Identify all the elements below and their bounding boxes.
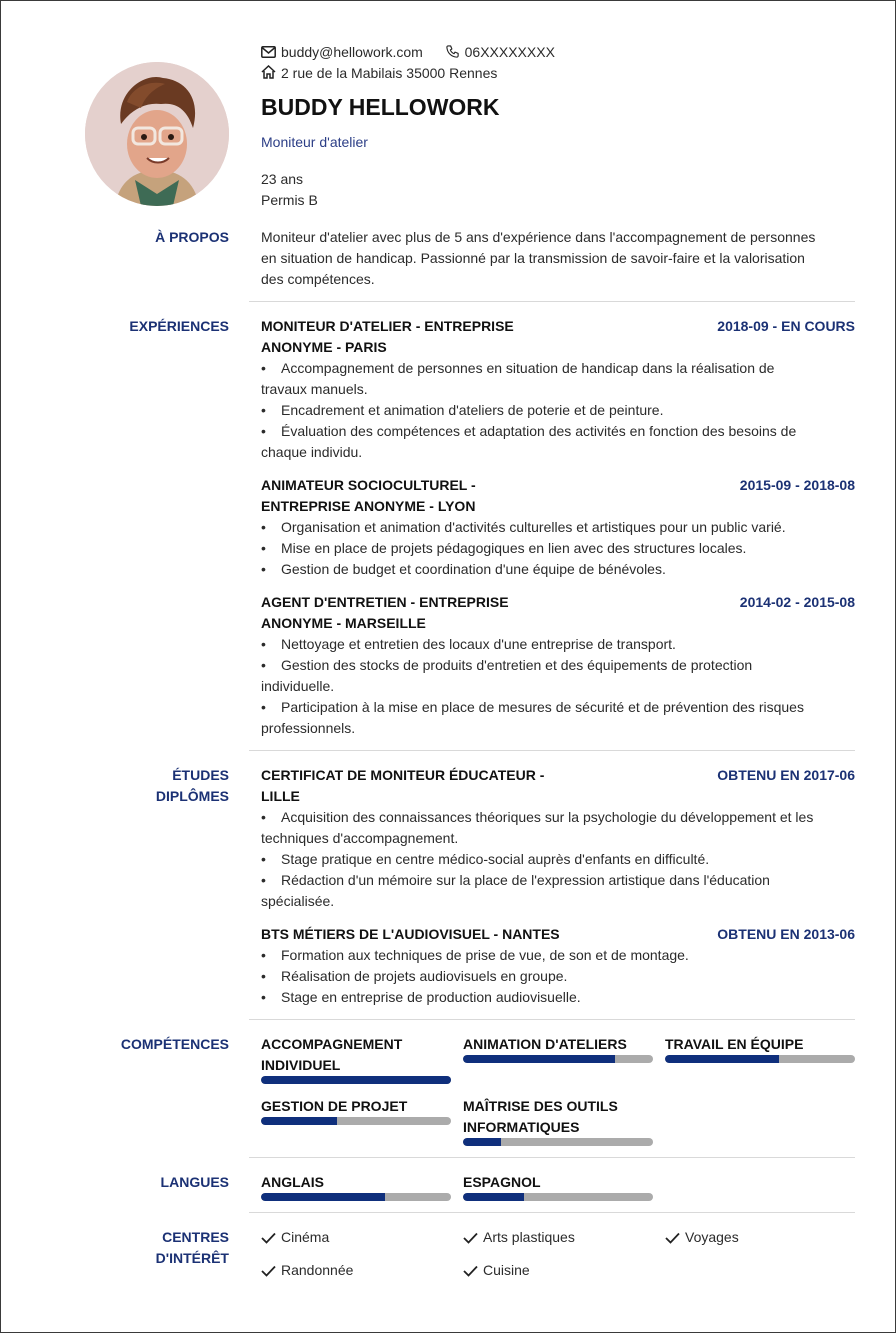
education-date: OBTENU EN 2013-06 — [717, 926, 855, 942]
bullet-item: • Évaluation des compétences et adaptation des activités en fonction des besoins de chaque individu. — [261, 423, 797, 460]
section-label-about: À PROPOS — [155, 229, 229, 245]
experience-title: ANONYME - MARSEILLE — [261, 615, 426, 631]
education-title: BTS MÉTIERS DE L'AUDIOVISUEL - NANTES — [261, 926, 560, 942]
language-level-bar — [261, 1193, 451, 1201]
bullet-item: • Stage pratique en centre médico-social auprès d'enfants en difficulté. — [261, 851, 710, 867]
job-title: Moniteur d'atelier — [261, 134, 368, 150]
check-icon — [665, 1227, 685, 1248]
bullet-item: • Organisation et animation d'activités culturelles et artistiques pour un public varié. — [261, 519, 786, 535]
skill-item: ACCOMPAGNEMENT INDIVIDUEL — [261, 1034, 451, 1084]
about-line: Moniteur d'atelier avec plus de 5 ans d'expérience dans l'accompagnement de personnes — [261, 229, 816, 245]
experience-item — [261, 592, 855, 739]
interest-item: Arts plastiques — [463, 1227, 575, 1248]
experience-date: 2014-02 - 2015-08 — [739, 594, 855, 610]
phone-icon — [445, 42, 465, 63]
envelope-icon — [261, 42, 281, 63]
check-icon — [261, 1227, 281, 1248]
section-label-interests: CENTRES D'INTÉRÊT — [155, 1229, 229, 1266]
driving-license: Permis B — [261, 192, 318, 208]
interest-item: Randonnée — [261, 1260, 353, 1281]
interest-item: Cuisine — [463, 1260, 530, 1281]
age: 23 ans — [261, 171, 304, 187]
about-line: en situation de handicap. Passionné par la transmission de savoir-faire et la valorisation — [261, 250, 805, 266]
about-text — [261, 227, 855, 290]
bullet-item: • Mise en place de projets pédagogiques en lien avec des structures locales. — [261, 540, 747, 556]
divider — [249, 301, 855, 302]
experience-title: MONITEUR D'ATELIER - ENTREPRISE — [261, 318, 514, 334]
experience-title: ENTREPRISE ANONYME - LYON — [261, 498, 476, 514]
divider — [249, 1157, 855, 1158]
language-item: ANGLAIS — [261, 1172, 451, 1201]
experience-item — [261, 316, 855, 463]
divider — [249, 750, 855, 751]
skill-level-bar — [463, 1138, 653, 1146]
language-item: ESPAGNOL — [463, 1172, 653, 1201]
skill-item: GESTION DE PROJET — [261, 1096, 451, 1125]
experience-title: ANONYME - PARIS — [261, 339, 387, 355]
bullet-item: • Stage en entreprise de production audiovisuelle. — [261, 989, 581, 1005]
phone-number[interactable]: 06XXXXXXXX — [464, 44, 555, 60]
bullet-item: • Gestion de budget et coordination d'une équipe de bénévoles. — [261, 561, 666, 577]
divider — [249, 1019, 855, 1020]
experience-date: 2018-09 - EN COURS — [717, 318, 855, 334]
skill-level-bar — [665, 1055, 855, 1063]
skill-level-bar — [463, 1055, 653, 1063]
section-label-experiences: EXPÉRIENCES — [129, 318, 229, 334]
education-title: CERTIFICAT DE MONITEUR ÉDUCATEUR - — [261, 767, 545, 783]
education-item — [261, 765, 855, 912]
skill-level-bar — [261, 1076, 451, 1084]
candidate-name: BUDDY HELLOWORK — [261, 94, 500, 120]
about-line: des compétences. — [261, 271, 375, 287]
bullet-item: • Formation aux techniques de prise de vue, de son et de montage. — [261, 947, 689, 963]
email-link[interactable]: buddy@hellowork.com — [281, 44, 423, 60]
divider — [249, 1212, 855, 1213]
bullet-item: • Acquisition des connaissances théoriques sur la psychologie du développement et les techniques d'accompagnement. — [261, 809, 814, 846]
interest-item: Voyages — [665, 1227, 739, 1248]
education-title: LILLE — [261, 788, 300, 804]
section-label-skills: COMPÉTENCES — [120, 1036, 229, 1052]
bullet-item: • Gestion des stocks de produits d'entretien et des équipements de protection individuelle. — [261, 657, 753, 694]
contact-line — [261, 42, 555, 63]
skill-item: TRAVAIL EN ÉQUIPE — [665, 1034, 855, 1063]
experience-date: 2015-09 - 2018-08 — [739, 477, 855, 493]
experience-title: AGENT D'ENTRETIEN - ENTREPRISE — [261, 594, 509, 610]
bullet-item: • Participation à la mise en place de mesures de sécurité et de prévention des risques professionnels. — [261, 699, 804, 736]
check-icon — [463, 1227, 483, 1248]
skill-level-bar — [261, 1117, 451, 1125]
avatar — [85, 62, 229, 206]
experience-title: ANIMATEUR SOCIOCULTUREL - — [261, 477, 476, 493]
bullet-item: • Réalisation de projets audiovisuels en groupe. — [261, 968, 568, 984]
bullet-item: • Accompagnement de personnes en situation de handicap dans la réalisation de travaux manuels. — [261, 360, 775, 397]
check-icon — [463, 1260, 483, 1281]
bullet-item: • Encadrement et animation d'ateliers de poterie et de peinture. — [261, 402, 664, 418]
language-level-bar — [463, 1193, 653, 1201]
education-date: OBTENU EN 2017-06 — [717, 767, 855, 783]
skill-item: ANIMATION D'ATELIERS — [463, 1034, 653, 1063]
bullet-item: • Nettoyage et entretien des locaux d'une entreprise de transport. — [261, 636, 676, 652]
interest-item: Cinéma — [261, 1227, 329, 1248]
address: 2 rue de la Mabilais 35000 Rennes — [281, 65, 498, 81]
home-icon — [261, 63, 281, 84]
check-icon — [261, 1260, 281, 1281]
bullet-item: • Rédaction d'un mémoire sur la place de l'expression artistique dans l'éducation spécialisée. — [261, 872, 770, 909]
section-label-education: ÉTUDES DIPLÔMES — [155, 767, 229, 804]
section-label-languages: LANGUES — [160, 1174, 229, 1190]
address-line — [261, 63, 497, 84]
skill-item: MAÎTRISE DES OUTILS INFORMATIQUES — [463, 1096, 653, 1146]
